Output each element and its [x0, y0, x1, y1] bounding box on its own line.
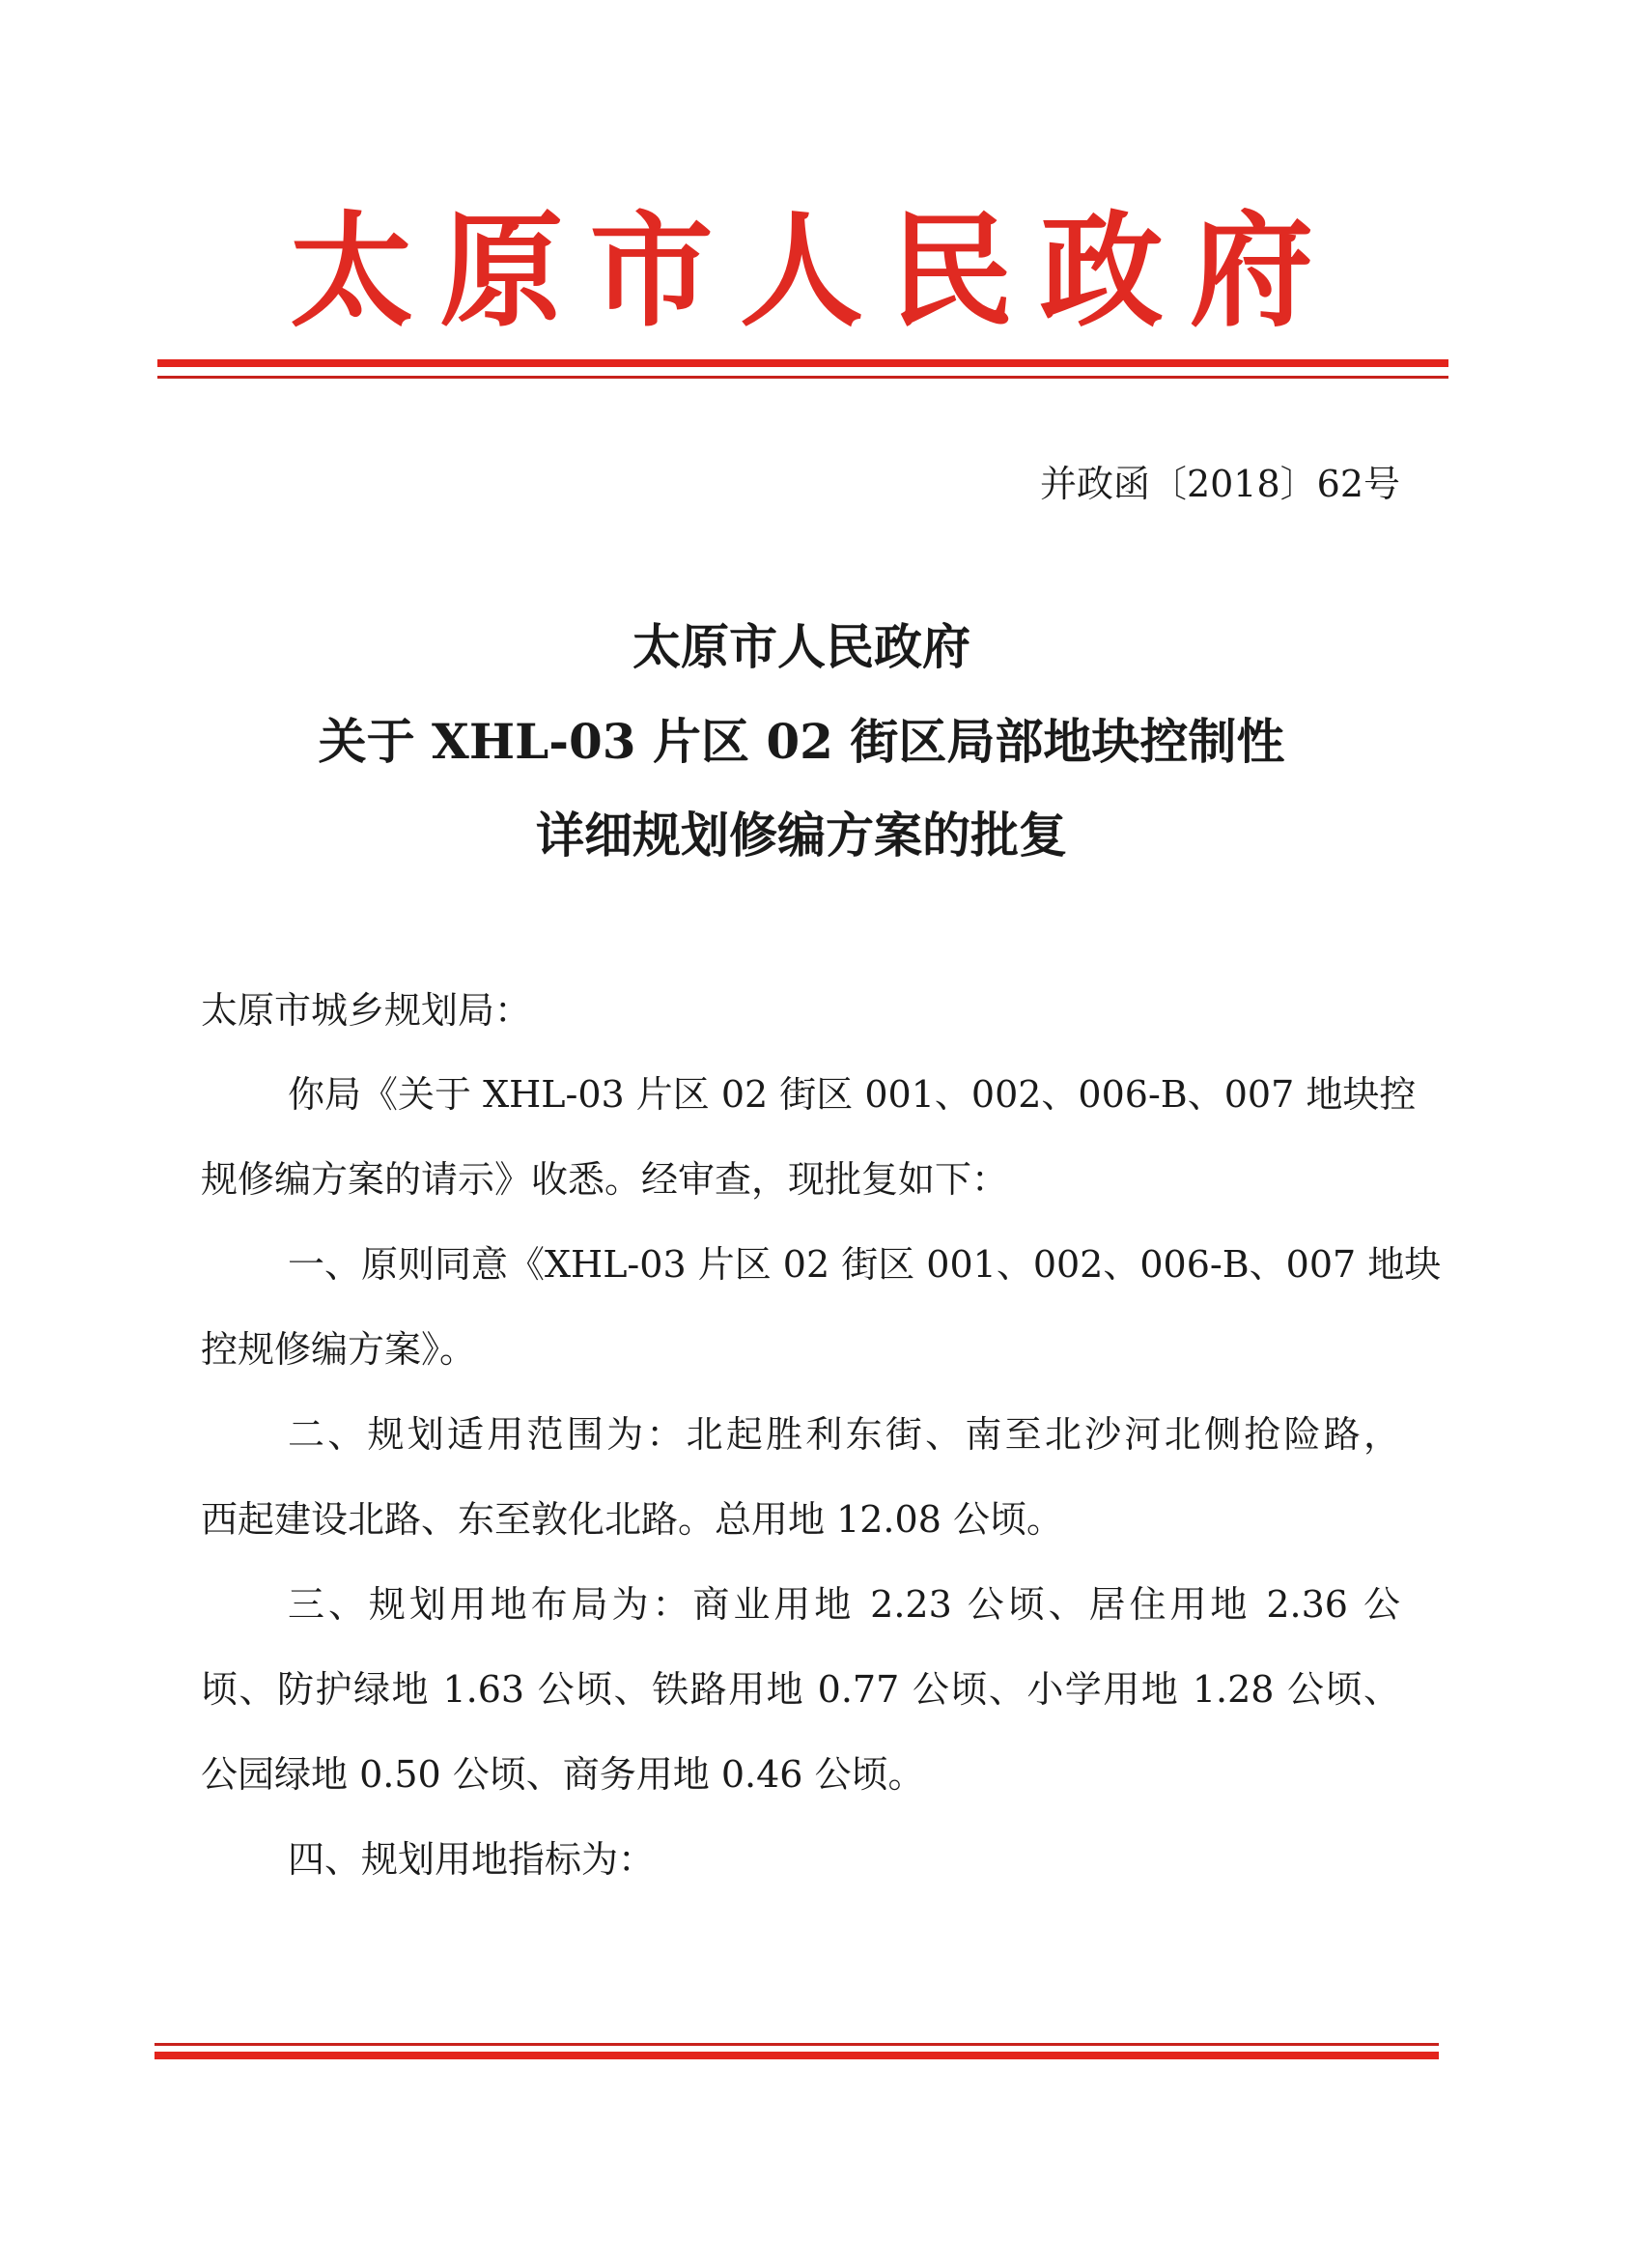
masthead-char: 太 [290, 199, 414, 344]
body-line: 控规修编方案》。 [201, 1328, 477, 1371]
masthead-issuer [290, 188, 1313, 344]
body-line: 三、规划用地布局为：商业用地 2.23 公顷、居住用地 2.36 公 [288, 1583, 1400, 1626]
title-line: 太原市人民政府 [632, 618, 970, 675]
body-line: 四、规划用地指标为： [288, 1838, 656, 1881]
body-line: 二、规划适用范围为：北起胜利东街、南至北沙河北侧抢险路， [288, 1413, 1400, 1456]
title-line: 详细规划修编方案的批复 [536, 807, 1067, 864]
body-line: 公园绿地 0.50 公顷、商务用地 0.46 公顷。 [201, 1753, 925, 1796]
body-line: 顷、防护绿地 1.63 公顷、铁路用地 0.77 公顷、小学用地 1.28 公顷、 [201, 1668, 1400, 1711]
header-red-rule-thin [157, 376, 1448, 379]
header-red-rule-thick [157, 359, 1448, 367]
footer-red-rule-thick [155, 2052, 1439, 2059]
body-line: 规修编方案的请示》收悉。经审查，现批复如下： [201, 1158, 1009, 1201]
title-line: 关于 XHL-03 片区 02 街区局部地块控制性 [318, 713, 1285, 770]
footer-red-rule-thin [155, 2043, 1439, 2046]
masthead-char: 民 [889, 199, 1014, 344]
masthead-char: 市 [589, 199, 714, 344]
body-line: 西起建设北路、东至敦化北路。总用地 12.08 公顷。 [201, 1498, 1063, 1541]
body-line: 一、原则同意《XHL-03 片区 02 街区 001、002、006-B、007 地块 [288, 1243, 1442, 1286]
masthead-char: 人 [739, 199, 863, 344]
masthead-char: 政 [1039, 199, 1164, 344]
masthead-char: 原 [439, 199, 564, 344]
document-number: 并政函〔2018〕62号 [1039, 463, 1400, 505]
addressee: 太原市城乡规划局： [201, 989, 532, 1032]
masthead-char: 府 [1189, 199, 1313, 344]
body-line: 你局《关于 XHL-03 片区 02 街区 001、002、006-B、007 地块控 [288, 1073, 1417, 1116]
